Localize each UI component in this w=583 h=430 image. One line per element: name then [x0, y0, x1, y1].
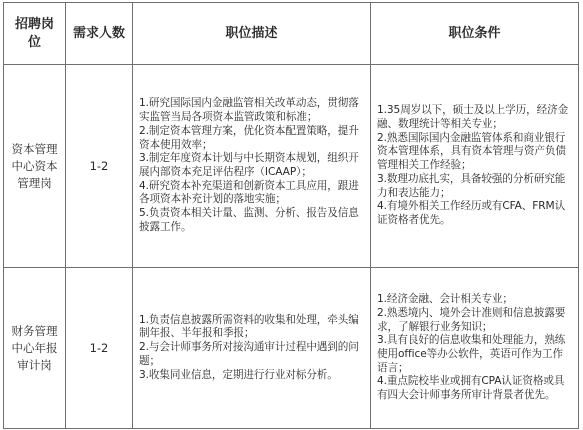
requirement-item: 3.数理功底扎实，具备较强的分析研究能力和表达能力；: [377, 172, 566, 199]
position-cell: 资本管理中心资本管理岗: [4, 65, 66, 268]
description-item: 3.收集同业信息，定期进行行业对标分析。: [139, 368, 338, 381]
header-position: 招聘岗位: [4, 3, 66, 65]
requirements-cell: [371, 65, 579, 268]
requirement-item: 4.重点院校毕业或拥有CPA认证资格或具有四大会计师事务所审计背景者优先。: [377, 375, 565, 402]
description-cell: [133, 65, 371, 268]
description-cell: [133, 268, 371, 429]
requirement-item: 4.有境外相关工作经历或有CFA、FRM认证资格者优先。: [377, 200, 566, 226]
requirements-cell: [371, 268, 579, 429]
table-row: [4, 65, 579, 268]
header-requirements: 职位条件: [371, 3, 579, 65]
header-row: [4, 3, 579, 65]
description-item: 3.制定年度资本计划与中长期资本规划，组织开展内部资本充足评估程序（ICAAP）；: [139, 152, 359, 178]
count-cell: 1-2: [66, 268, 133, 429]
description-item: 1.研究国际国内金融监管相关改革动态，贯彻落实监管当局各项资本监管政策和标准；: [139, 97, 359, 124]
requirement-item: 3.具有良好的信息收集和处理能力，熟练使用office等办公软件，英语可作为工作语言；: [377, 334, 566, 374]
requirement-item: 2.熟悉境内、境外会计准则和信息披露要求，了解银行业务知识；: [377, 306, 566, 333]
table-row: [4, 268, 579, 429]
description-item: 5.负责资本相关计量、监测、分析、报告及信息披露工作。: [139, 207, 359, 233]
position-cell: 财务管理中心年报审计岗: [4, 268, 66, 429]
count-cell: 1-2: [66, 65, 133, 268]
requirement-item: 2.熟悉国际国内金融监管体系和商业银行资本管理体系，具有资本管理与资产负债管理相关工作经验；: [377, 131, 566, 172]
requirement-item: 1.经济金融、会计相关专业；: [377, 293, 513, 306]
job-table: [3, 2, 579, 429]
requirement-item: 1.35周岁以下，硕士及以上学历，经济金融、数理统计等相关专业；: [377, 104, 569, 131]
header-description: 职位描述: [133, 3, 371, 65]
header-count: 需求人数: [66, 3, 133, 65]
description-item: 1.负责信息披露所需资料的收集和处理，牵头编制年报、半年报和季报；: [139, 313, 359, 340]
description-item: 2.与会计师事务所对接沟通审计过程中遇到的问题；: [139, 341, 359, 367]
description-item: 4.研究资本补充渠道和创新资本工具应用，跟进各项资本补充计划的落地实施；: [139, 179, 359, 206]
description-item: 2.制定资本管理方案，优化资本配置策略，提升资本使用效率；: [139, 124, 359, 151]
